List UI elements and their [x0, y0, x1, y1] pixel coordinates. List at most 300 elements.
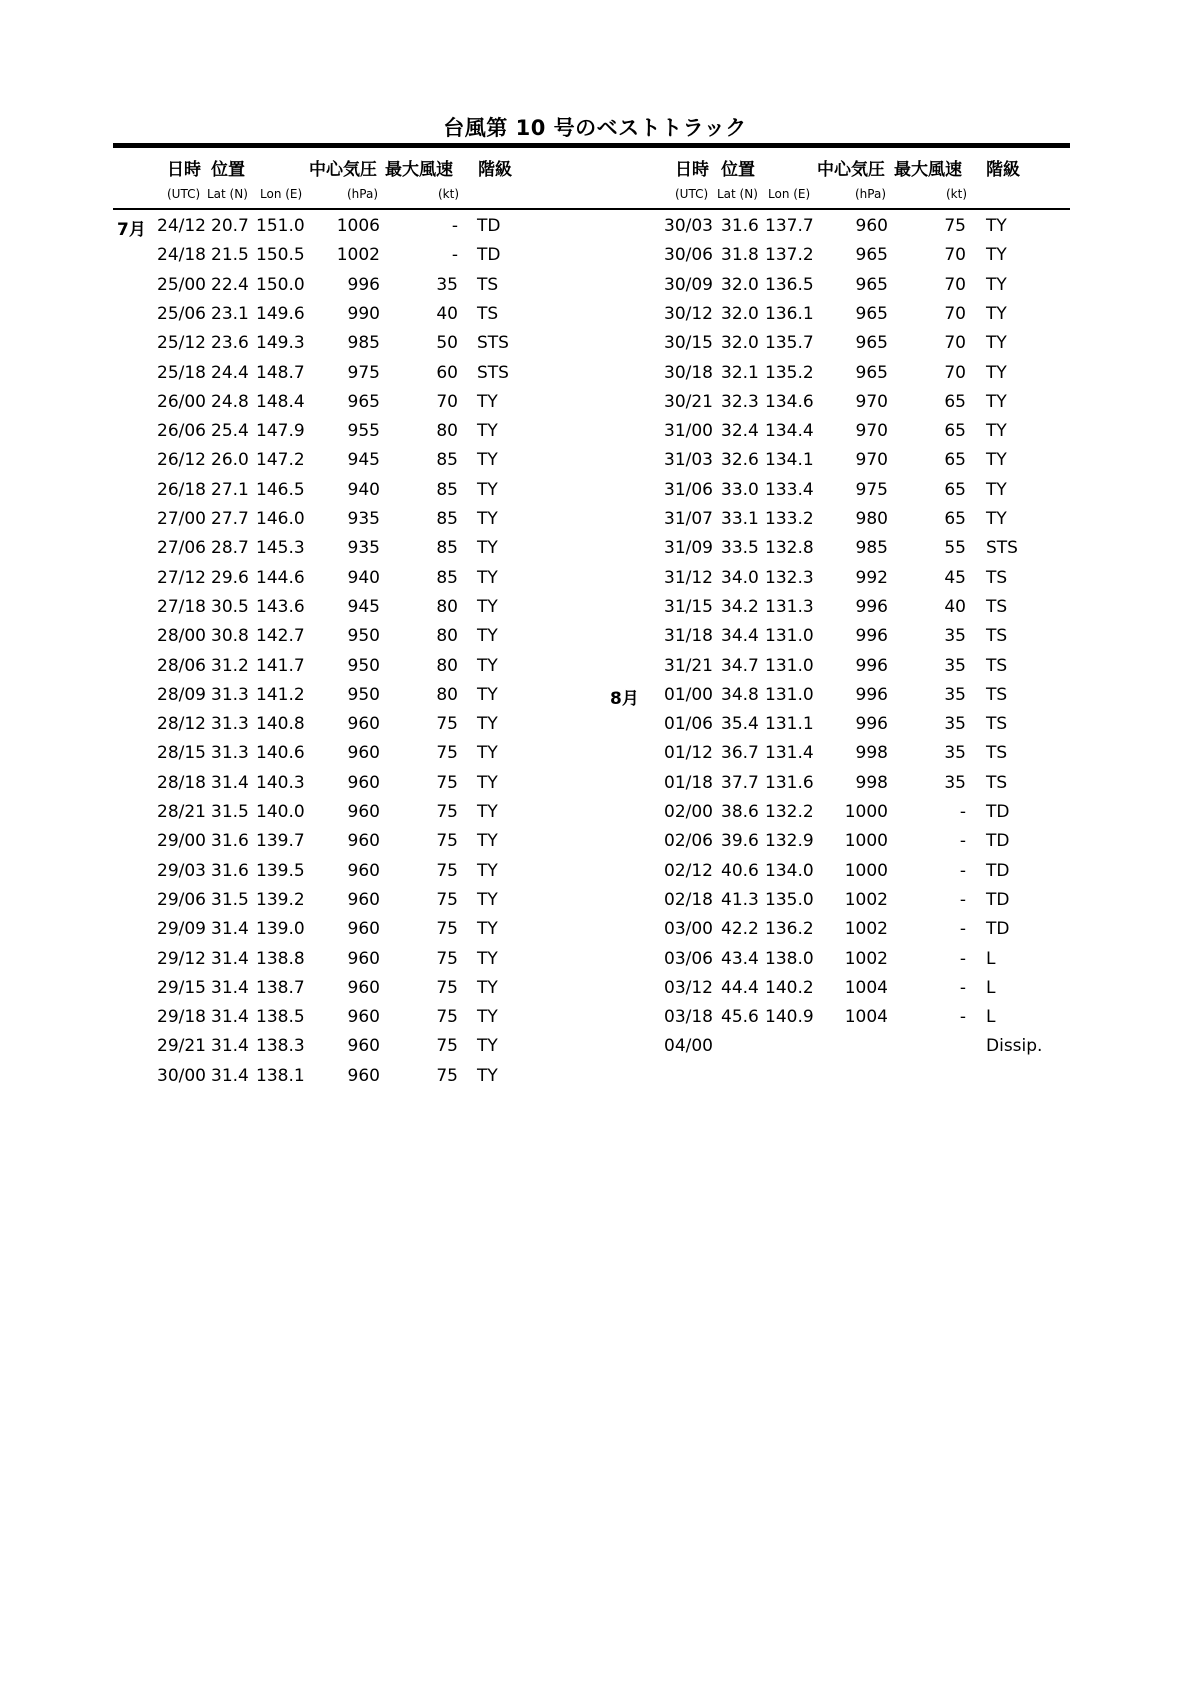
- table-row: [0, 626, 1190, 655]
- cell-lat: 31.6: [721, 216, 759, 236]
- table-row: [0, 392, 1190, 421]
- cell-lat: 44.4: [721, 977, 759, 998]
- cell-wind: 65: [944, 509, 966, 529]
- cell-grade: TY: [477, 743, 498, 764]
- cell-lon: 149.6: [256, 303, 305, 324]
- cell-pressure: 960: [347, 772, 380, 793]
- cell-grade: TY: [477, 860, 498, 881]
- table-row: [0, 450, 1190, 479]
- cell-wind: 35: [944, 743, 966, 764]
- cell-datetime: 28/21: [157, 802, 206, 822]
- table-row: [0, 656, 1190, 685]
- cell-pressure: 1002: [336, 245, 380, 266]
- cell-datetime: 29/15: [157, 977, 206, 998]
- cell-pressure: 960: [347, 919, 380, 940]
- cell-datetime: 31/21: [664, 655, 713, 676]
- subheader-lat-right: Lat (N): [717, 187, 758, 201]
- cell-wind: 75: [436, 802, 458, 822]
- cell-lon: 140.9: [765, 1007, 814, 1028]
- cell-lat: 31.4: [211, 1036, 249, 1057]
- cell-pressure: 940: [347, 479, 380, 500]
- cell-lat: 31.3: [211, 743, 249, 764]
- cell-lon: 134.0: [765, 860, 814, 881]
- cell-datetime: 29/06: [157, 889, 206, 910]
- cell-lon: 139.2: [256, 889, 305, 910]
- cell-lon: 138.0: [765, 948, 814, 969]
- cell-datetime: 24/18: [157, 245, 206, 266]
- cell-datetime: 30/00: [157, 1065, 206, 1086]
- cell-lat: 31.8: [721, 245, 759, 266]
- cell-grade: TY: [477, 509, 498, 529]
- table-row: [0, 773, 1190, 802]
- cell-pressure: 965: [855, 245, 888, 266]
- cell-lat: 32.0: [721, 333, 759, 354]
- cell-lat: 30.5: [211, 596, 249, 617]
- cell-pressure: 960: [347, 1065, 380, 1086]
- cell-grade: TY: [986, 303, 1007, 324]
- cell-lat: 30.8: [211, 626, 249, 647]
- cell-lat: 24.4: [211, 362, 249, 383]
- cell-grade: L: [986, 1007, 996, 1028]
- cell-wind: 70: [944, 303, 966, 324]
- cell-wind: 75: [436, 889, 458, 910]
- cell-wind: 70: [436, 391, 458, 412]
- cell-grade: TY: [477, 596, 498, 617]
- cell-wind: 70: [944, 245, 966, 266]
- cell-grade: STS: [477, 333, 509, 354]
- cell-lat: 31.5: [211, 802, 249, 822]
- cell-lon: 132.3: [765, 567, 814, 588]
- cell-pressure: 998: [855, 772, 888, 793]
- cell-grade: TS: [477, 274, 499, 295]
- cell-grade: TY: [477, 1007, 498, 1028]
- cell-pressure: 960: [347, 948, 380, 969]
- cell-lat: 26.0: [211, 450, 249, 471]
- header-datetime-right: 日時: [675, 160, 709, 180]
- cell-wind: 35: [944, 714, 966, 735]
- cell-lon: 135.2: [765, 362, 814, 383]
- cell-lat: 23.6: [211, 333, 249, 354]
- cell-datetime: 03/06: [664, 948, 713, 969]
- cell-wind: 65: [944, 450, 966, 471]
- month-label-july: 7月: [117, 220, 146, 240]
- table-row: [0, 1007, 1190, 1036]
- cell-grade: TY: [477, 1065, 498, 1086]
- cell-lon: 148.7: [256, 362, 305, 383]
- cell-datetime: 26/18: [157, 479, 206, 500]
- cell-datetime: 28/06: [157, 655, 206, 676]
- cell-lat: 27.7: [211, 509, 249, 529]
- cell-lon: 131.1: [765, 714, 814, 735]
- cell-grade: TS: [986, 567, 1008, 588]
- cell-pressure: 965: [855, 333, 888, 354]
- cell-datetime: 29/12: [157, 948, 206, 969]
- cell-wind: 75: [436, 831, 458, 852]
- cell-wind: 75: [436, 743, 458, 764]
- cell-wind: -: [451, 245, 458, 266]
- cell-grade: TY: [477, 977, 498, 998]
- cell-lon: 140.2: [765, 977, 814, 998]
- cell-datetime: 31/07: [664, 509, 713, 529]
- cell-pressure: 996: [855, 596, 888, 617]
- header-position-right: 位置: [721, 160, 755, 180]
- cell-lat: 45.6: [721, 1007, 759, 1028]
- cell-wind: -: [959, 831, 966, 852]
- cell-pressure: 965: [855, 274, 888, 295]
- header-rule-thin: [113, 208, 1070, 210]
- table-row: [0, 363, 1190, 392]
- cell-datetime: 28/00: [157, 626, 206, 647]
- subheader-lat-left: Lat (N): [207, 187, 248, 201]
- cell-wind: 85: [436, 509, 458, 529]
- cell-wind: 45: [944, 567, 966, 588]
- cell-grade: TY: [986, 245, 1007, 266]
- cell-lon: 138.1: [256, 1065, 305, 1086]
- cell-lon: 140.6: [256, 743, 305, 764]
- cell-datetime: 04/00: [664, 1036, 713, 1057]
- cell-grade: TY: [477, 626, 498, 647]
- cell-datetime: 30/03: [664, 216, 713, 236]
- cell-lon: 139.0: [256, 919, 305, 940]
- table-row: [0, 861, 1190, 890]
- cell-lon: 138.7: [256, 977, 305, 998]
- cell-pressure: 1006: [336, 216, 380, 236]
- cell-datetime: 25/06: [157, 303, 206, 324]
- cell-datetime: 02/00: [664, 802, 713, 822]
- cell-pressure: 1000: [844, 860, 888, 881]
- cell-pressure: 998: [855, 743, 888, 764]
- cell-datetime: 29/18: [157, 1007, 206, 1028]
- cell-wind: -: [959, 860, 966, 881]
- cell-lon: 146.5: [256, 479, 305, 500]
- cell-lat: 29.6: [211, 567, 249, 588]
- cell-datetime: 29/09: [157, 919, 206, 940]
- cell-lon: 131.4: [765, 743, 814, 764]
- cell-pressure: 950: [347, 655, 380, 676]
- cell-datetime: 03/12: [664, 977, 713, 998]
- cell-wind: 35: [944, 684, 966, 705]
- cell-lon: 132.2: [765, 802, 814, 822]
- cell-grade: TY: [477, 919, 498, 940]
- cell-grade: TY: [477, 655, 498, 676]
- table-row: [0, 597, 1190, 626]
- cell-grade: TY: [477, 802, 498, 822]
- subheader-kt-right: (kt): [946, 187, 968, 201]
- cell-wind: 80: [436, 596, 458, 617]
- cell-lat: 31.4: [211, 772, 249, 793]
- cell-grade: TS: [986, 743, 1008, 764]
- cell-wind: 50: [436, 333, 458, 354]
- cell-lon: 141.7: [256, 655, 305, 676]
- cell-datetime: 03/00: [664, 919, 713, 940]
- cell-wind: 80: [436, 626, 458, 647]
- cell-datetime: 01/00: [664, 684, 713, 705]
- cell-pressure: 965: [347, 391, 380, 412]
- cell-lon: 134.4: [765, 421, 814, 442]
- cell-pressure: 996: [347, 274, 380, 295]
- cell-wind: 75: [436, 919, 458, 940]
- cell-wind: -: [959, 919, 966, 940]
- cell-datetime: 28/09: [157, 684, 206, 705]
- cell-pressure: 970: [855, 450, 888, 471]
- subheader-utc-left: (UTC): [167, 187, 201, 201]
- cell-wind: -: [959, 977, 966, 998]
- cell-lat: 31.2: [211, 655, 249, 676]
- cell-pressure: 960: [855, 216, 888, 236]
- cell-pressure: 950: [347, 626, 380, 647]
- cell-lat: 27.1: [211, 479, 249, 500]
- cell-wind: 75: [944, 216, 966, 236]
- cell-wind: 35: [944, 772, 966, 793]
- cell-lon: 142.7: [256, 626, 305, 647]
- cell-datetime: 26/12: [157, 450, 206, 471]
- cell-pressure: 985: [347, 333, 380, 354]
- table-row: [0, 1036, 1190, 1065]
- header-position-left: 位置: [211, 160, 245, 180]
- cell-pressure: 1002: [844, 919, 888, 940]
- cell-wind: 75: [436, 714, 458, 735]
- cell-grade: TY: [986, 479, 1007, 500]
- cell-grade: TY: [477, 889, 498, 910]
- cell-pressure: 960: [347, 714, 380, 735]
- cell-lon: 143.6: [256, 596, 305, 617]
- cell-lat: 40.6: [721, 860, 759, 881]
- cell-wind: 70: [944, 333, 966, 354]
- cell-wind: 75: [436, 860, 458, 881]
- page-title: 台風第 10 号のベストトラック: [443, 116, 747, 140]
- header-wind-left: 最大風速: [385, 160, 453, 180]
- cell-datetime: 29/21: [157, 1036, 206, 1057]
- cell-wind: 40: [944, 596, 966, 617]
- cell-wind: -: [959, 889, 966, 910]
- cell-wind: 75: [436, 977, 458, 998]
- table-row: [0, 275, 1190, 304]
- cell-grade: TY: [986, 333, 1007, 354]
- cell-grade: TS: [986, 714, 1008, 735]
- cell-grade: STS: [986, 538, 1018, 559]
- cell-grade: TY: [986, 216, 1007, 236]
- cell-grade: TY: [986, 421, 1007, 442]
- cell-pressure: 960: [347, 977, 380, 998]
- cell-lon: 145.3: [256, 538, 305, 559]
- cell-datetime: 27/12: [157, 567, 206, 588]
- cell-lat: 32.4: [721, 421, 759, 442]
- cell-pressure: 1000: [844, 831, 888, 852]
- cell-grade: TY: [477, 684, 498, 705]
- cell-pressure: 1002: [844, 948, 888, 969]
- table-row: [0, 538, 1190, 567]
- cell-lat: 28.7: [211, 538, 249, 559]
- cell-datetime: 30/09: [664, 274, 713, 295]
- cell-wind: 85: [436, 567, 458, 588]
- subheader-hpa-right: (hPa): [855, 187, 887, 201]
- cell-pressure: 960: [347, 802, 380, 822]
- cell-lat: 36.7: [721, 743, 759, 764]
- header-grade-right: 階級: [986, 160, 1020, 180]
- cell-lon: 140.3: [256, 772, 305, 793]
- cell-lon: 133.2: [765, 509, 814, 529]
- cell-lon: 141.2: [256, 684, 305, 705]
- cell-grade: TS: [477, 303, 499, 324]
- cell-pressure: 1002: [844, 889, 888, 910]
- cell-datetime: 31/18: [664, 626, 713, 647]
- cell-lon: 146.0: [256, 509, 305, 529]
- table-row: [0, 802, 1190, 831]
- cell-lat: 33.5: [721, 538, 759, 559]
- table-row: [0, 333, 1190, 362]
- cell-grade: TD: [986, 831, 1010, 852]
- cell-lat: 31.4: [211, 948, 249, 969]
- cell-wind: 70: [944, 362, 966, 383]
- cell-datetime: 30/06: [664, 245, 713, 266]
- cell-lat: 43.4: [721, 948, 759, 969]
- cell-lat: 31.4: [211, 919, 249, 940]
- cell-grade: TD: [477, 245, 501, 266]
- subheader-hpa-left: (hPa): [347, 187, 379, 201]
- cell-wind: 35: [436, 274, 458, 295]
- cell-lon: 150.0: [256, 274, 305, 295]
- cell-lat: 39.6: [721, 831, 759, 852]
- cell-lat: 34.8: [721, 684, 759, 705]
- cell-lon: 138.8: [256, 948, 305, 969]
- cell-wind: 35: [944, 655, 966, 676]
- table-row: [0, 714, 1190, 743]
- cell-lat: 32.3: [721, 391, 759, 412]
- cell-datetime: 30/12: [664, 303, 713, 324]
- table-row: [0, 685, 1190, 714]
- header-pressure-left: 中心気圧: [309, 160, 377, 180]
- cell-lon: 144.6: [256, 567, 305, 588]
- table-row: [0, 919, 1190, 948]
- cell-datetime: 29/03: [157, 860, 206, 881]
- table-row: [0, 216, 1190, 245]
- cell-lon: 131.0: [765, 684, 814, 705]
- cell-datetime: 31/15: [664, 596, 713, 617]
- cell-datetime: 28/12: [157, 714, 206, 735]
- cell-pressure: 990: [347, 303, 380, 324]
- cell-datetime: 03/18: [664, 1007, 713, 1028]
- cell-grade: TY: [477, 831, 498, 852]
- cell-grade: TY: [477, 714, 498, 735]
- cell-lon: 131.3: [765, 596, 814, 617]
- cell-lat: 20.7: [211, 216, 249, 236]
- cell-grade: TD: [986, 889, 1010, 910]
- cell-wind: 35: [944, 626, 966, 647]
- cell-wind: 80: [436, 655, 458, 676]
- cell-lat: 34.7: [721, 655, 759, 676]
- cell-lat: 38.6: [721, 802, 759, 822]
- cell-lon: 131.6: [765, 772, 814, 793]
- cell-lat: 25.4: [211, 421, 249, 442]
- cell-pressure: 996: [855, 684, 888, 705]
- cell-wind: 80: [436, 421, 458, 442]
- cell-grade: TY: [477, 772, 498, 793]
- cell-datetime: 30/15: [664, 333, 713, 354]
- cell-grade: TY: [986, 274, 1007, 295]
- cell-pressure: 1004: [844, 977, 888, 998]
- cell-lon: 149.3: [256, 333, 305, 354]
- cell-lat: 32.0: [721, 274, 759, 295]
- cell-pressure: 960: [347, 860, 380, 881]
- cell-grade: TY: [477, 391, 498, 412]
- cell-datetime: 26/00: [157, 391, 206, 412]
- cell-pressure: 940: [347, 567, 380, 588]
- cell-datetime: 26/06: [157, 421, 206, 442]
- cell-grade: TD: [477, 216, 501, 236]
- table-row: [0, 743, 1190, 772]
- cell-lat: 24.8: [211, 391, 249, 412]
- cell-lon: 135.7: [765, 333, 814, 354]
- cell-lon: 136.1: [765, 303, 814, 324]
- cell-pressure: 992: [855, 567, 888, 588]
- cell-grade: TY: [477, 450, 498, 471]
- cell-datetime: 30/18: [664, 362, 713, 383]
- cell-lon: 136.5: [765, 274, 814, 295]
- cell-lat: 31.4: [211, 977, 249, 998]
- cell-datetime: 31/00: [664, 421, 713, 442]
- cell-grade: TS: [986, 655, 1008, 676]
- cell-pressure: 960: [347, 889, 380, 910]
- header-datetime-left: 日時: [167, 160, 201, 180]
- cell-lon: 140.8: [256, 714, 305, 735]
- cell-wind: 80: [436, 684, 458, 705]
- cell-lon: 139.7: [256, 831, 305, 852]
- cell-lat: 31.6: [211, 860, 249, 881]
- cell-grade: TY: [986, 450, 1007, 471]
- cell-lon: 132.9: [765, 831, 814, 852]
- cell-datetime: 28/15: [157, 743, 206, 764]
- cell-pressure: 960: [347, 1007, 380, 1028]
- cell-lat: 34.4: [721, 626, 759, 647]
- table-row: [0, 245, 1190, 274]
- cell-lat: 22.4: [211, 274, 249, 295]
- cell-lat: 35.4: [721, 714, 759, 735]
- cell-lon: 138.3: [256, 1036, 305, 1057]
- table-row: [0, 890, 1190, 919]
- cell-lon: 131.0: [765, 626, 814, 647]
- cell-grade: TY: [986, 391, 1007, 412]
- cell-datetime: 29/00: [157, 831, 206, 852]
- cell-grade: TY: [986, 362, 1007, 383]
- table-row: [0, 978, 1190, 1007]
- cell-grade: TY: [477, 567, 498, 588]
- cell-datetime: 25/18: [157, 362, 206, 383]
- cell-datetime: 27/00: [157, 509, 206, 529]
- subheader-kt-left: (kt): [438, 187, 460, 201]
- cell-wind: 85: [436, 479, 458, 500]
- cell-wind: -: [451, 216, 458, 236]
- cell-datetime: 02/06: [664, 831, 713, 852]
- cell-pressure: 950: [347, 684, 380, 705]
- table-row: [0, 1066, 1190, 1095]
- cell-wind: 60: [436, 362, 458, 383]
- cell-lon: 138.5: [256, 1007, 305, 1028]
- cell-lon: 148.4: [256, 391, 305, 412]
- cell-pressure: 970: [855, 391, 888, 412]
- cell-wind: 85: [436, 450, 458, 471]
- cell-grade: L: [986, 977, 996, 998]
- cell-datetime: 28/18: [157, 772, 206, 793]
- header-wind-right: 最大風速: [894, 160, 962, 180]
- cell-lon: 135.0: [765, 889, 814, 910]
- cell-wind: 65: [944, 391, 966, 412]
- cell-wind: -: [959, 1007, 966, 1028]
- cell-wind: 55: [944, 538, 966, 559]
- cell-lon: 150.5: [256, 245, 305, 266]
- cell-datetime: 02/12: [664, 860, 713, 881]
- cell-wind: 75: [436, 772, 458, 793]
- cell-lon: 137.7: [765, 216, 814, 236]
